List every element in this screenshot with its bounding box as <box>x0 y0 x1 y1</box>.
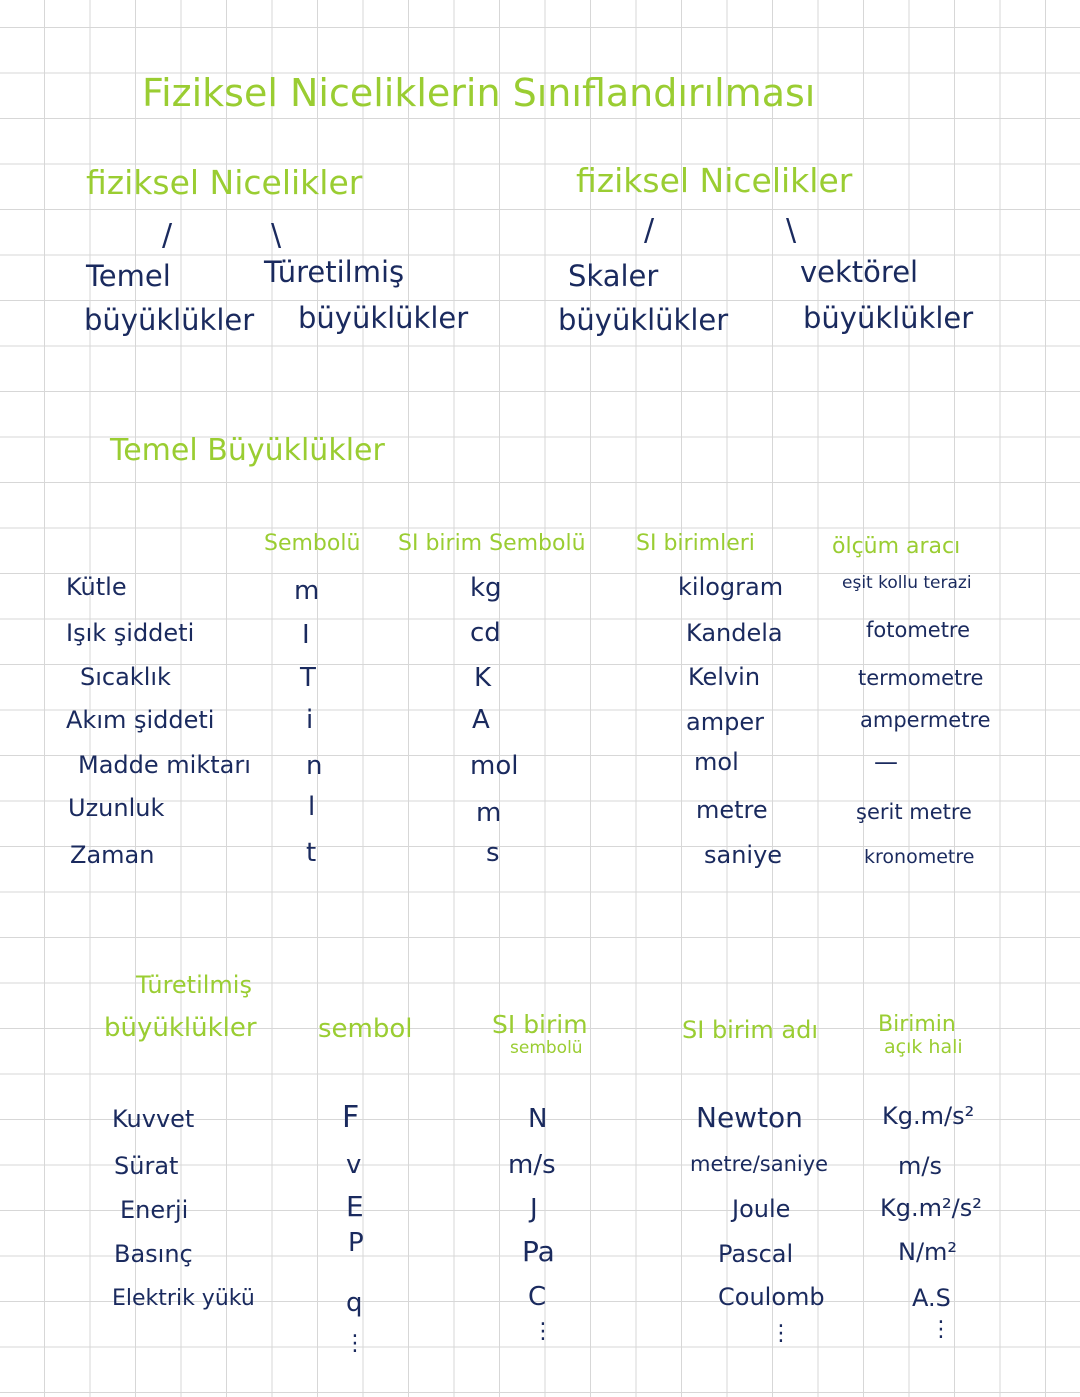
temel-row-1-unit-symbol: cd <box>470 618 501 648</box>
tree-right-root: fiziksel Nicelikler <box>576 161 853 200</box>
turetilmis-row-4-open: A.S <box>912 1284 951 1312</box>
turetilmis-header-unit-symbol-1: SI birim <box>492 1010 588 1039</box>
temel-row-2-tool: termometre <box>858 666 984 690</box>
turetilmis-row-1-open: m/s <box>898 1152 942 1180</box>
tree-left-branch-left: / <box>162 218 173 253</box>
temel-row-3-symbol: i <box>306 705 314 735</box>
turetilmis-row-2-name: Enerji <box>120 1196 189 1224</box>
turetilmis-row-3-name: Basınç <box>114 1240 193 1268</box>
temel-row-4-unit-symbol: mol <box>470 751 519 781</box>
temel-header-unit-symbol: SI birim Sembolü <box>398 531 586 556</box>
turetilmis-row-4-symbol: q <box>346 1288 363 1318</box>
turetilmis-row-3-unit-symbol: Pa <box>522 1235 555 1268</box>
temel-row-0-name: Kütle <box>66 573 127 601</box>
temel-row-2-symbol: T <box>300 663 316 693</box>
temel-row-0-unit-symbol: kg <box>470 573 502 603</box>
tree-right-node-vektorel: vektörel <box>800 255 919 289</box>
tree-right-node-vektorel-2: büyüklükler <box>803 301 974 335</box>
page-title: Fiziksel Niceliklerin Sınıflandırılması <box>142 71 816 115</box>
temel-row-2-unit-symbol: K <box>474 663 492 693</box>
turetilmis-row-1-unit-symbol: m/s <box>508 1150 556 1180</box>
tree-left-node-temel: Temel <box>86 259 171 293</box>
tree-left-branch-right: \ <box>271 218 282 253</box>
turetilmis-row-2-open: Kg.m²/s² <box>880 1194 982 1222</box>
tree-left-node-turetilmis-2: büyüklükler <box>298 301 469 335</box>
temel-row-4-tool: — <box>874 748 898 776</box>
turetilmis-header-unit-symbol-2: sembolü <box>510 1038 583 1058</box>
temel-row-5-tool: şerit metre <box>856 800 972 824</box>
temel-row-1-unit: Kandela <box>686 619 783 647</box>
temel-row-1-symbol: I <box>302 620 310 650</box>
temel-row-0-unit: kilogram <box>678 573 784 601</box>
temel-row-1-tool: fotometre <box>866 618 971 642</box>
turetilmis-row-1-name: Sürat <box>114 1152 179 1180</box>
temel-row-5-unit: metre <box>696 796 768 824</box>
temel-row-3-name: Akım şiddeti <box>66 706 215 734</box>
turetilmis-row-3-symbol: P <box>348 1228 364 1258</box>
temel-row-4-symbol: n <box>306 751 323 781</box>
temel-row-4-unit: mol <box>694 748 739 776</box>
continuation-dots-unit-symbol: ⋮ <box>532 1319 554 1344</box>
turetilmis-row-3-unit-name: Pascal <box>718 1240 794 1268</box>
turetilmis-header-open-2: açık hali <box>884 1036 963 1058</box>
temel-row-2-unit: Kelvin <box>688 663 761 691</box>
turetilmis-row-3-open: N/m² <box>898 1238 958 1266</box>
temel-row-2-name: Sıcaklık <box>80 663 171 691</box>
turetilmis-row-2-unit-symbol: J <box>530 1194 538 1224</box>
turetilmis-row-1-unit-name: metre/saniye <box>690 1152 829 1176</box>
turetilmis-row-0-unit-symbol: N <box>528 1104 548 1134</box>
temel-row-3-unit: amper <box>686 708 764 736</box>
temel-header-tool: ölçüm aracı <box>832 534 961 559</box>
turetilmis-header-open-1: Birimin <box>878 1012 956 1037</box>
turetilmis-heading-2: büyüklükler <box>104 1013 257 1043</box>
turetilmis-row-0-name: Kuvvet <box>112 1105 195 1133</box>
tree-right-node-skaler-2: büyüklükler <box>558 303 729 337</box>
tree-left-node-turetilmis: Türetilmiş <box>264 255 405 289</box>
temel-heading: Temel Büyüklükler <box>110 433 385 468</box>
continuation-dots-open: ⋮ <box>930 1317 952 1342</box>
turetilmis-row-2-unit-name: Joule <box>732 1195 791 1223</box>
tree-right-branch-right: \ <box>786 213 797 248</box>
turetilmis-row-1-symbol: v <box>346 1150 362 1180</box>
turetilmis-row-0-symbol: F <box>342 1100 360 1135</box>
temel-row-3-tool: ampermetre <box>860 708 991 732</box>
tree-right-branch-left: / <box>644 213 655 248</box>
temel-row-4-name: Madde miktarı <box>78 751 251 779</box>
turetilmis-row-2-symbol: E <box>346 1190 364 1223</box>
temel-row-6-unit-symbol: s <box>486 838 500 868</box>
temel-header-unit-name: SI birimleri <box>636 531 755 556</box>
temel-row-5-unit-symbol: m <box>476 798 502 828</box>
tree-right-node-skaler: Skaler <box>568 259 659 293</box>
tree-left-node-temel-2: büyüklükler <box>84 303 255 337</box>
turetilmis-row-4-name: Elektrik yükü <box>112 1286 255 1311</box>
temel-row-5-symbol: l <box>308 792 316 822</box>
temel-header-symbol: Sembolü <box>264 531 361 556</box>
temel-row-1-name: Işık şiddeti <box>66 619 195 647</box>
temel-row-5-name: Uzunluk <box>68 794 165 822</box>
turetilmis-heading-1: Türetilmiş <box>136 971 252 999</box>
temel-row-6-unit: saniye <box>704 841 783 869</box>
temel-row-6-name: Zaman <box>70 841 155 869</box>
continuation-dots-unit-name: ⋮ <box>770 1321 792 1346</box>
temel-row-0-symbol: m <box>294 576 320 606</box>
continuation-dots-symbol: ⋮ <box>344 1331 366 1356</box>
turetilmis-header-symbol: sembol <box>318 1014 413 1044</box>
temel-row-6-tool: kronometre <box>864 846 975 868</box>
temel-row-3-unit-symbol: A <box>472 705 490 735</box>
turetilmis-row-0-unit-name: Newton <box>696 1101 803 1134</box>
temel-row-6-symbol: t <box>306 838 317 868</box>
turetilmis-row-4-unit-symbol: C <box>528 1282 547 1312</box>
temel-row-0-tool: eşit kollu terazi <box>842 573 972 593</box>
turetilmis-header-unit-name: SI birim adı <box>682 1016 818 1044</box>
turetilmis-row-4-unit-name: Coulomb <box>718 1283 825 1311</box>
turetilmis-row-0-open: Kg.m/s² <box>882 1102 975 1130</box>
tree-left-root: fiziksel Nicelikler <box>86 163 363 202</box>
